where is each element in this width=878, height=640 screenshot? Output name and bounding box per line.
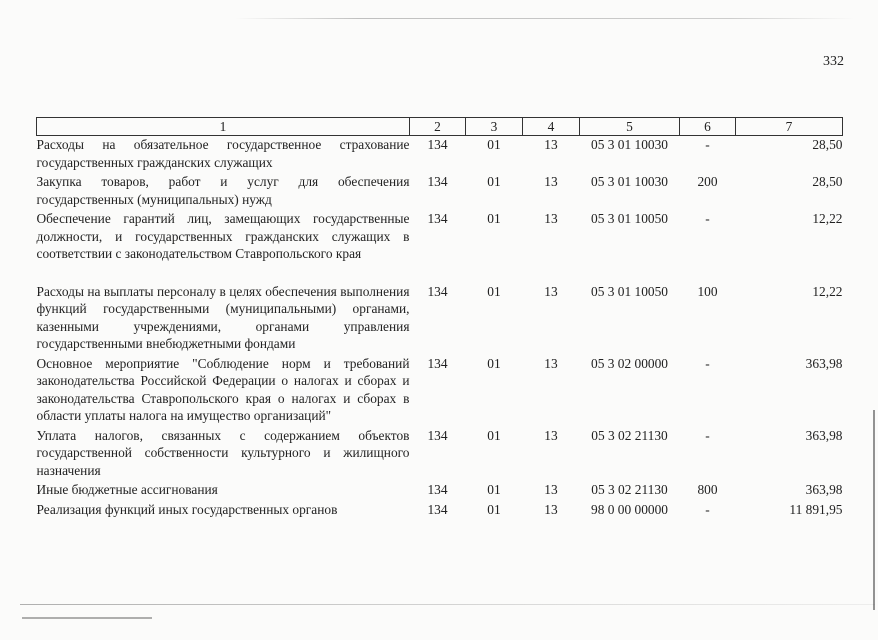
subsection-code-cell: 13 — [544, 427, 558, 443]
table-row — [37, 501, 843, 521]
table-row — [37, 481, 843, 501]
ministry-code-cell: 134 — [427, 482, 448, 497]
expense-type-cell: - — [705, 355, 710, 371]
table-row — [37, 210, 843, 283]
expense-type-cell: 200 — [697, 174, 718, 189]
expense-name-cell: Закупка товаров, работ и услуг для обеспечения государственных (муниципальных) нужд — [36, 174, 410, 207]
scan-artifact-top-line — [235, 18, 855, 19]
amount-cell: 28,50 — [812, 137, 843, 152]
table-header-row — [37, 118, 843, 136]
subsection-code-cell: 13 — [544, 501, 558, 517]
section-code-cell: 01 — [487, 355, 501, 371]
subsection-code-cell: 13 — [544, 174, 558, 189]
subsection-code-cell: 13 — [544, 283, 558, 299]
target-article-cell: 05 3 01 10050 — [591, 211, 668, 226]
subsection-code-cell: 13 — [544, 355, 558, 371]
scan-artifact-right-edge — [873, 410, 875, 610]
amount-cell: 363,98 — [805, 355, 843, 371]
section-code-cell: 01 — [487, 501, 501, 517]
section-code-cell: 01 — [487, 174, 501, 189]
section-code-cell: 01 — [487, 137, 501, 152]
scan-artifact-bottom-line — [20, 604, 875, 605]
target-article-cell: 98 0 00 00000 — [591, 501, 668, 517]
subsection-code-cell: 13 — [544, 211, 558, 226]
table-row — [37, 136, 843, 174]
expense-type-cell: 800 — [697, 482, 718, 497]
expense-type-cell: - — [705, 211, 710, 226]
budget-table — [36, 117, 843, 520]
amount-cell: 12,22 — [812, 211, 843, 226]
section-code-cell: 01 — [487, 427, 501, 443]
expense-name-cell: Основное мероприятие "Соблюдение норм и требований законодательства Российской Федерации о налогах и сборах и законодательства Ставропольского края о налогах и сборах в области уплаты налога на имущество организаций" — [36, 355, 410, 423]
table-row — [37, 355, 843, 427]
expense-name-cell: Расходы на выплаты персоналу в целях обеспечения выполнения функций государственными (муниципальными) органами, казенными учреждениями, органами управления государственными внебюджетными фондами — [36, 283, 410, 351]
expense-name-cell: Уплата налогов, связанных с содержанием объектов государственной собственности культурного и жилищного назначения — [36, 427, 410, 478]
ministry-code-cell: 134 — [427, 501, 448, 517]
ministry-code-cell: 134 — [427, 283, 448, 299]
target-article-cell: 05 3 02 21130 — [591, 427, 668, 443]
amount-cell: 11 891,95 — [789, 501, 843, 517]
expense-name-cell: Обеспечение гарантий лиц, замещающих государственные должности, и государственных гражданских служащих в соответствии с законодательством Ставропольского края — [36, 211, 410, 261]
target-article-cell: 05 3 01 10050 — [591, 283, 668, 299]
ministry-code-cell: 134 — [427, 174, 448, 189]
target-article-cell: 05 3 01 10030 — [591, 174, 668, 189]
ministry-code-cell: 134 — [427, 355, 448, 371]
section-code-cell: 01 — [487, 482, 501, 497]
amount-cell: 12,22 — [812, 283, 843, 299]
table-row — [37, 427, 843, 482]
column-header-4: 4 — [523, 118, 580, 136]
ministry-code-cell: 134 — [427, 137, 448, 152]
expense-type-cell: 100 — [697, 283, 718, 299]
expense-name-cell: Реализация функций иных государственных органов — [36, 501, 338, 517]
table-row — [37, 283, 843, 355]
expense-name-cell: Иные бюджетные ассигнования — [36, 482, 218, 497]
scan-artifact-bottom-dash — [22, 617, 152, 619]
target-article-cell: 05 3 02 00000 — [591, 355, 668, 371]
target-article-cell: 05 3 02 21130 — [591, 482, 668, 497]
subsection-code-cell: 13 — [544, 482, 558, 497]
ministry-code-cell: 134 — [427, 427, 448, 443]
amount-cell: 363,98 — [805, 482, 843, 497]
ministry-code-cell: 134 — [427, 211, 448, 226]
column-header-1: 1 — [37, 118, 410, 136]
column-header-3: 3 — [466, 118, 523, 136]
section-code-cell: 01 — [487, 211, 501, 226]
amount-cell: 363,98 — [805, 427, 843, 443]
target-article-cell: 05 3 01 10030 — [591, 137, 668, 152]
column-header-5: 5 — [580, 118, 680, 136]
column-header-7: 7 — [736, 118, 843, 136]
section-code-cell: 01 — [487, 283, 501, 299]
expense-type-cell: - — [705, 427, 710, 443]
subsection-code-cell: 13 — [544, 137, 558, 152]
table-row — [37, 173, 843, 210]
amount-cell: 28,50 — [812, 174, 843, 189]
expense-type-cell: - — [705, 501, 710, 517]
page-number: 332 — [823, 54, 844, 69]
column-header-2: 2 — [410, 118, 466, 136]
expense-name-cell: Расходы на обязательное государственное страхование государственных гражданских служащих — [36, 137, 410, 170]
column-header-6: 6 — [680, 118, 736, 136]
expense-type-cell: - — [705, 137, 710, 152]
